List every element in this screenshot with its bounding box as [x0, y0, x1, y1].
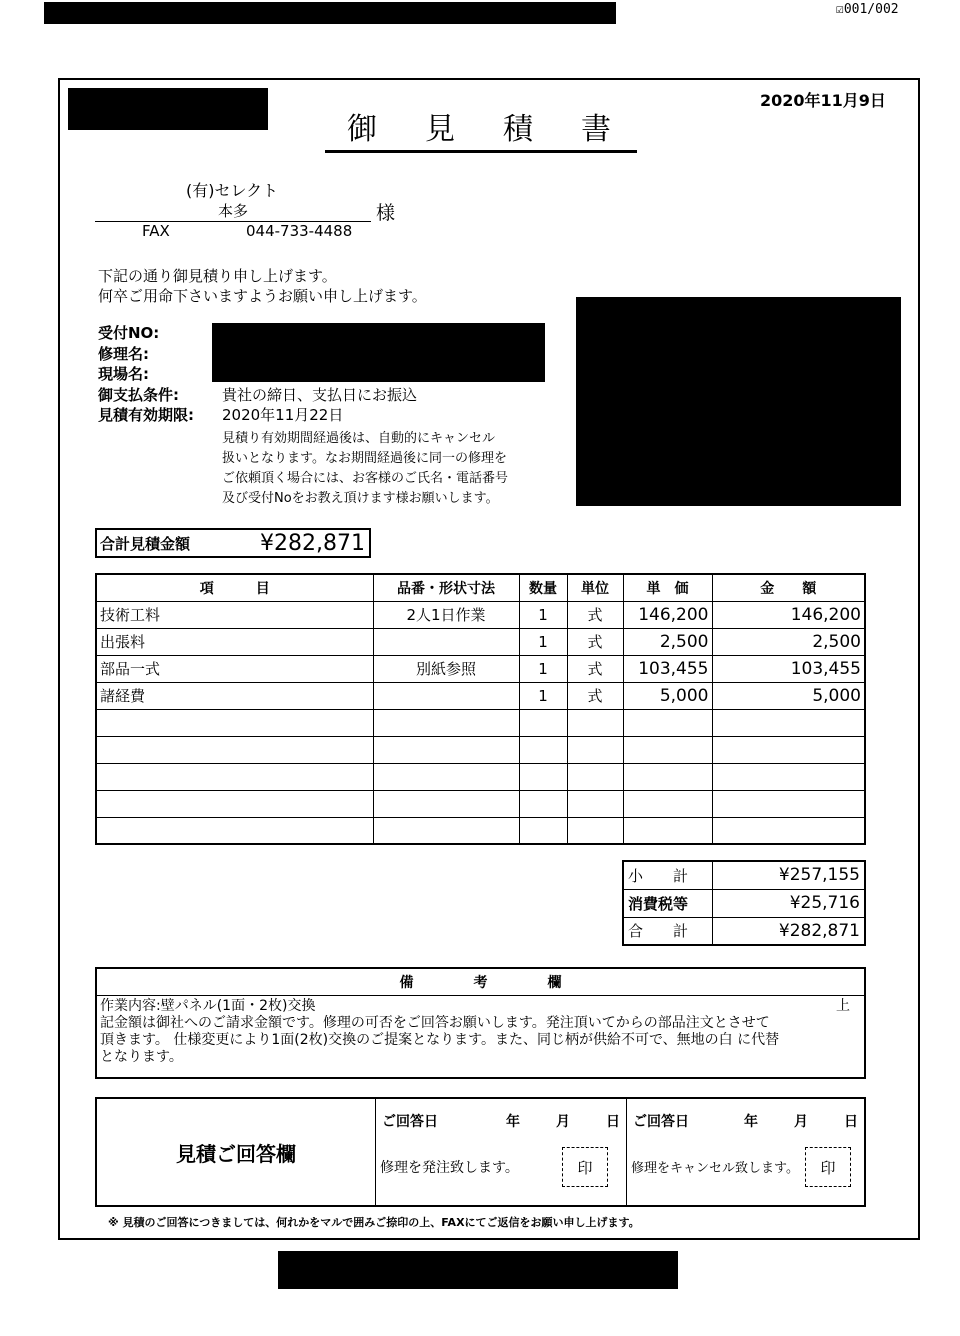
- quantity: [519, 817, 567, 844]
- part-spec: [373, 709, 519, 736]
- table-row: [96, 709, 865, 736]
- part-spec: [373, 736, 519, 763]
- remarks-line: 頂きます。 仕様変更により1面(2枚)交換のご提案となります。また、同じ柄が供給不可で、無地の白 に代替: [100, 1032, 780, 1048]
- amount: [712, 817, 865, 844]
- part-spec: [373, 790, 519, 817]
- quantity: 1: [519, 655, 567, 682]
- amount: 2,500: [712, 628, 865, 655]
- unit-price: [623, 709, 712, 736]
- remarks-heading-char: 欄: [547, 975, 562, 991]
- item-name: [96, 709, 373, 736]
- grand-total-value: ¥282,871: [712, 917, 865, 945]
- item-name: 出張料: [96, 628, 373, 655]
- items-table: [95, 573, 866, 845]
- quantity: 1: [519, 628, 567, 655]
- total-estimate-amount: ¥282,871: [260, 530, 365, 556]
- unit-price: [623, 736, 712, 763]
- item-name: [96, 817, 373, 844]
- redacted-fax-header: [44, 2, 616, 24]
- unit-price: [623, 790, 712, 817]
- subtotal-label: 小 計: [623, 861, 712, 889]
- reception-no-label: 受付NO:: [98, 324, 160, 342]
- item-name: 諸経費: [96, 682, 373, 709]
- validity-value: 2020年11月22日: [222, 406, 344, 424]
- part-spec: [373, 628, 519, 655]
- amount: [712, 763, 865, 790]
- payment-label: 御支払条件:: [98, 386, 179, 404]
- day-label: 日: [844, 1114, 858, 1130]
- part-spec: [373, 682, 519, 709]
- remarks-body: [97, 996, 864, 1068]
- subtotal-value: ¥257,155: [712, 861, 865, 889]
- remarks-line: 記金額は御社へのご請求金額です。修理の可否をご回答お願いします。発注頂いてからの部品注文とさせて: [100, 1015, 770, 1031]
- customer-company: (有)セレクト: [186, 181, 279, 200]
- unit: 式: [567, 601, 623, 628]
- remarks-heading-char: 考: [473, 975, 488, 991]
- payment-value: 貴社の締日、支払日にお振込: [222, 386, 418, 404]
- table-row: [96, 628, 865, 655]
- tax-value: ¥25,716: [712, 889, 865, 917]
- year-label: 年: [744, 1114, 758, 1130]
- table-row: [96, 655, 865, 682]
- remarks-corner-mark: 上: [836, 998, 850, 1014]
- unit-price: [623, 763, 712, 790]
- site-name-label: 現場名:: [98, 365, 149, 383]
- part-spec: [373, 817, 519, 844]
- quantity: [519, 790, 567, 817]
- item-name: [96, 763, 373, 790]
- redacted-company-info: [576, 297, 901, 506]
- title-char: 見: [425, 112, 459, 147]
- fax-label: FAX: [142, 222, 170, 240]
- item-name: [96, 736, 373, 763]
- part-spec: 2人1日作業: [373, 601, 519, 628]
- intro-line-2: 何卒ご用命下さいますようお願い申し上げます。: [98, 287, 427, 305]
- fax-number: 044-733-4488: [246, 222, 353, 240]
- document-title: [325, 104, 637, 153]
- cancel-stamp-box[interactable]: 印: [805, 1147, 851, 1187]
- repair-name-label: 修理名:: [98, 345, 149, 363]
- amount: [712, 709, 865, 736]
- quantity: [519, 736, 567, 763]
- header-qty: 数量: [519, 574, 567, 601]
- order-stamp-box[interactable]: 印: [562, 1147, 608, 1187]
- customer-person: 本多: [95, 200, 371, 222]
- cancel-reply-cell[interactable]: [627, 1099, 864, 1205]
- item-name: 部品一式: [96, 655, 373, 682]
- unit: [567, 709, 623, 736]
- order-answer-date: [382, 1111, 620, 1131]
- table-header-row: [96, 574, 865, 601]
- table-row: [96, 601, 865, 628]
- title-char: 御: [347, 112, 381, 147]
- honorific: 様: [376, 202, 396, 224]
- remarks-line: 作業内容:壁パネル(1面・2枚)交換: [100, 998, 316, 1014]
- title-char: 積: [503, 112, 537, 147]
- tax-label: 消費税等: [623, 889, 712, 917]
- validity-note-line: 及び受付Noをお教え頂けます様お願いします。: [222, 491, 499, 506]
- table-row: [96, 736, 865, 763]
- sums-table: [622, 860, 866, 946]
- unit: [567, 817, 623, 844]
- unit: [567, 790, 623, 817]
- unit: 式: [567, 682, 623, 709]
- item-name: [96, 790, 373, 817]
- unit: [567, 736, 623, 763]
- cancel-answer-date: [633, 1111, 858, 1131]
- validity-note-line: 扱いとなります。なお期間経過後に同一の修理を: [222, 451, 507, 466]
- cancel-text: 修理をキャンセル致します。: [631, 1161, 799, 1176]
- unit: 式: [567, 655, 623, 682]
- remarks-heading-char: 備: [399, 975, 414, 991]
- reply-title: 見積ご回答欄: [97, 1099, 376, 1205]
- answer-date-label: ご回答日: [633, 1114, 689, 1130]
- header-unit: 単位: [567, 574, 623, 601]
- remarks-box: [95, 967, 866, 1079]
- table-row: [96, 790, 865, 817]
- total-estimate-box: [95, 528, 371, 558]
- redacted-logo: [68, 88, 268, 130]
- part-spec: [373, 763, 519, 790]
- month-label: 月: [794, 1114, 808, 1130]
- reply-section: [95, 1097, 866, 1207]
- amount: 5,000: [712, 682, 865, 709]
- page-indicator: ☑001/002: [836, 2, 899, 17]
- remarks-heading: [97, 969, 864, 996]
- unit: [567, 763, 623, 790]
- quantity: [519, 709, 567, 736]
- table-row: [96, 682, 865, 709]
- total-estimate-label: 合計見積金額: [100, 534, 191, 553]
- page-number: 001/002: [843, 2, 899, 17]
- redacted-footer: [278, 1251, 678, 1289]
- unit-price: 103,455: [623, 655, 712, 682]
- amount: 103,455: [712, 655, 865, 682]
- quantity: [519, 763, 567, 790]
- tax-row: [623, 889, 865, 917]
- unit-price: 2,500: [623, 628, 712, 655]
- header-amount: 金 額: [712, 574, 865, 601]
- issue-date: 2020年11月9日: [760, 91, 886, 110]
- unit-price: [623, 817, 712, 844]
- quantity: 1: [519, 682, 567, 709]
- title-char: 書: [581, 112, 615, 147]
- unit-price: 5,000: [623, 682, 712, 709]
- day-label: 日: [606, 1114, 620, 1130]
- unit: 式: [567, 628, 623, 655]
- remarks-line: となります。: [100, 1049, 183, 1065]
- order-text: 修理を発注致します。: [380, 1160, 519, 1176]
- redacted-fields: [212, 323, 545, 382]
- footer-note: ※ 見積のご回答につきましては、何れかをマルで囲みご捺印の上、FAXにてご返信をお願い申し上げます。: [108, 1216, 640, 1229]
- table-row: [96, 817, 865, 844]
- subtotal-row: [623, 861, 865, 889]
- header-unit-price: 単 価: [623, 574, 712, 601]
- table-row: [96, 763, 865, 790]
- amount: [712, 790, 865, 817]
- intro-line-1: 下記の通り御見積り申し上げます。: [98, 267, 337, 285]
- amount: 146,200: [712, 601, 865, 628]
- header-part: 品番・形状寸法: [373, 574, 519, 601]
- answer-date-label: ご回答日: [382, 1114, 438, 1130]
- validity-note-line: ご依頼頂く場合には、お客様のご氏名・電話番号: [222, 471, 509, 486]
- year-label: 年: [506, 1114, 520, 1130]
- grand-total-label: 合 計: [623, 917, 712, 945]
- validity-note-line: 見積り有効期間経過後は、自動的にキャンセル: [222, 431, 496, 446]
- unit-price: 146,200: [623, 601, 712, 628]
- header-item: 項 目: [96, 574, 373, 601]
- month-label: 月: [556, 1114, 570, 1130]
- item-name: 技術工料: [96, 601, 373, 628]
- grand-total-row: [623, 917, 865, 945]
- amount: [712, 736, 865, 763]
- quantity: 1: [519, 601, 567, 628]
- part-spec: 別紙参照: [373, 655, 519, 682]
- order-reply-cell[interactable]: [376, 1099, 627, 1205]
- validity-label: 見積有効期限:: [98, 406, 194, 424]
